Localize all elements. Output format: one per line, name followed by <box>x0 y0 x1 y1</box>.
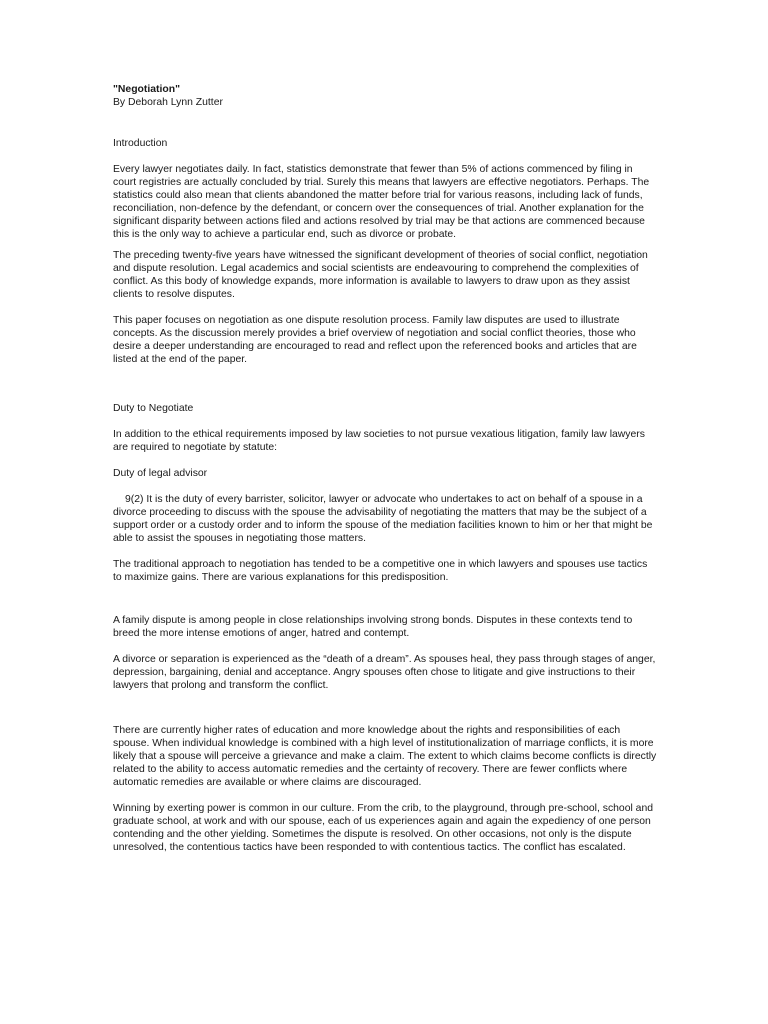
spacer <box>113 109 658 137</box>
spacer <box>113 789 658 802</box>
spacer <box>113 150 658 163</box>
spacer <box>113 692 658 724</box>
statute-quote: 9(2) It is the duty of every barrister, solicitor, lawyer or advocate who undertakes to act on behalf of a spouse in a divorce proceeding to discuss with the spouse the advisability of negotiating the matters that may be the subject of a support order or a custody order and to inform the spouse of the mediation facilities known to him or her that might be able to assist the spouses in negotiating those matters. <box>113 494 653 544</box>
section-heading-introduction: Introduction <box>113 138 168 149</box>
statute-subheading: Duty of legal advisor <box>113 468 208 479</box>
paragraph: There are currently higher rates of education and more knowledge about the rights and responsibilities of each spouse. When individual knowledge is combined with a high level of institutionalization of marriage conflicts, it is more likely that a spouse will perceive a grievance and make a claim. The extent to which claims become conflicts is directly related to the ability to access automatic remedies and the certainty of recovery. There are fewer conflicts where automatic remedies are available or where claims are discouraged. <box>113 725 657 788</box>
paragraph: Winning by exerting power is common in our culture. From the crib, to the playground, through pre-school, school and graduate school, at work and with our spouse, each of us experiences again and again the expediency of one person contending and the other yielding. Sometimes the dispute is resolved. On other occasions, not only is the dispute unresolved, the contentious tactics have been responded to with contentious tactics. The conflict has escalated. <box>113 803 654 853</box>
document-author: By Deborah Lynn Zutter <box>113 97 223 108</box>
paragraph: Every lawyer negotiates daily. In fact, statistics demonstrate that fewer than 5% of actions commenced by filing in court registries are actually concluded by trial. Surely this means that lawyers are effective negotiators. Perhaps. The statistics could also mean that clients abandoned the matter before trial for various reasons, including lack of funds, reconciliation, non-defence by the defendant, or concern over the consequences of trial. Another explanation for the significant disparity between actions filed and actions resolved by trial may be that actions are commenced because this is the only way to achieve a particular end, such as divorce or probate. <box>113 164 650 240</box>
paragraph: A family dispute is among people in close relationships involving strong bonds. Disputes in these contexts tend to breed the more intense emotions of anger, hatred and contempt. <box>113 615 633 639</box>
section-heading-duty-to-negotiate: Duty to Negotiate <box>113 403 194 414</box>
document-title: "Negotiation" <box>113 84 180 95</box>
paragraph: This paper focuses on negotiation as one dispute resolution process. Family law disputes are used to illustrate concepts. As the discussion merely provides a brief overview of negotiation and social conflict theories, those who desire a deeper understanding are encouraged to read and reflect upon the referenced books and articles that are listed at the end of the paper. <box>113 315 637 365</box>
paragraph: In addition to the ethical requirements imposed by law societies to not pursue vexatious litigation, family law lawyers are required to negotiate by statute: <box>113 429 645 453</box>
spacer <box>113 640 658 653</box>
spacer <box>113 366 658 402</box>
spacer <box>113 545 658 558</box>
document-body <box>113 83 658 854</box>
paragraph: The traditional approach to negotiation has tended to be a competitive one in which lawyers and spouses use tactics to maximize gains. There are various explanations for this predisposition. <box>113 559 648 583</box>
spacer <box>113 241 658 249</box>
paragraph: A divorce or separation is experienced as the “death of a dream”. As spouses heal, they pass through stages of anger, depression, bargaining, denial and acceptance. Angry spouses often chose to litigate and give instructions to their lawyers that prolong and transform the conflict. <box>113 654 656 691</box>
spacer <box>113 454 658 467</box>
spacer <box>113 415 658 428</box>
spacer <box>113 584 658 614</box>
spacer <box>113 480 658 493</box>
paragraph: The preceding twenty-five years have witnessed the significant development of theories of social conflict, negotiation and dispute resolution. Legal academics and social scientists are endeavouring to comprehend the complexities of conflict. As this body of knowledge expands, more information is available to lawyers to draw upon as they assist clients to resolve disputes. <box>113 250 648 300</box>
spacer <box>113 301 658 314</box>
